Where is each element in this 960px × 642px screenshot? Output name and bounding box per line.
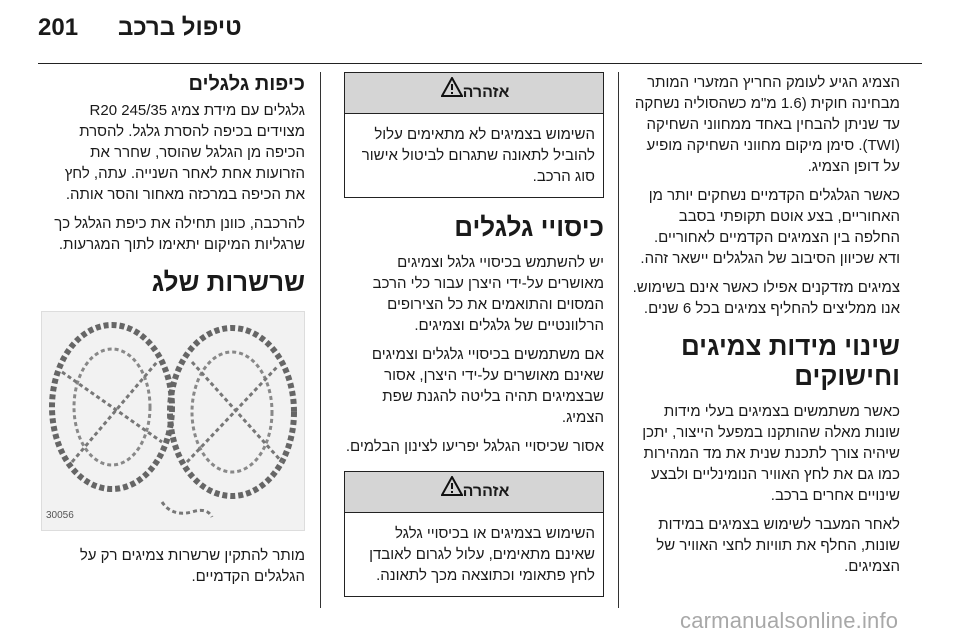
paragraph-tread-depth: הצמיג הגיע לעומק החריץ המזערי המותר מבחינה חוקית (1.6 מ"מ כשהסוליה נשחקה עד שניתן להבחין באחד ממחווני השחיקה (TWI). סימן מיקום מחווני השחיקה מופיע על דופן הצמיג. <box>634 74 900 175</box>
warning-title: אזהרה <box>462 84 510 102</box>
warning-triangle-icon <box>441 73 463 113</box>
warning-header <box>345 472 603 513</box>
header-rule <box>38 63 922 64</box>
paragraph-rotation: כאשר הגלגלים הקדמיים נשחקים יותר מן האחוריים, בצע אוטם תקופתי בסבב החלפה בין הצמיגים הקדמיים לאחוריים. ודא שכיוון הסיבוב של הגלגלים יישאר זהה. <box>640 187 900 267</box>
paragraph-aging: צמיגים מזדקנים אפילו כאשר אינם בשימוש. אנו ממליצים להחליף צמיגים בכל 6 שנים. <box>632 279 900 317</box>
warning-box <box>344 72 604 198</box>
snow-chain-drawing <box>42 312 304 530</box>
paragraph-size-change: כאשר משתמשים בצמיגים בעלי מידות שונות מאלה שהותקנו במפעל הייצור, יתכן שיהיה צורך לתכנת שנית את מד המהירות כמו גם את לחץ האוויר הנומינליים ולבצע שינויים אחרים ברכב. <box>642 403 900 504</box>
watermark: carmanualsonline.info <box>680 608 899 633</box>
figure-number: 30056 <box>46 510 74 521</box>
paragraph-cap-install: להרכבה, כוונן תחילה את כיפת הגלגל כך שרגליות המיקום יתאימו לתוך המגרעות. <box>54 215 305 253</box>
warning-text: השימוש בצמיגים לא מתאימים עלול להוביל לתאונה שתגרום לביטול אישור סוג הרכב. <box>361 126 595 185</box>
column-divider <box>320 72 321 608</box>
paragraph-cap-removal: גלגלים עם מידת צמיג 245/35 R20 מצוידים בכיפה להסרת גלגל. להסרת הכיפה מן הגלגל שהוסר, שחרר את הזרועות אחת לאחר השנייה. עתה, לחץ את הכיפה במרכזה מאחור והסר אותה. <box>64 102 305 203</box>
paragraph-brake-cooling: אסור שכיסויי הגלגל יפריעו לצינון הבלמים. <box>345 438 604 455</box>
column-left <box>45 72 305 595</box>
warning-triangle-icon <box>441 472 463 512</box>
warning-title: אזהרה <box>462 483 510 501</box>
heading-wheel-caps: כיפות גלגלים <box>188 73 305 95</box>
warning-box <box>344 471 604 597</box>
warning-header <box>345 73 603 114</box>
paragraph-rim-protection: אם משתמשים בכיסויי גלגלים וצמיגים שאינם מאושרים על-ידי היצרן, אסור שבצמיגים תהיה בליטה להגנת שפת הצמיג. <box>371 346 604 426</box>
paragraph-front-wheels-only: מותר להתקין שרשרות צמיגים רק על הגלגלים הקדמיים. <box>79 547 305 585</box>
column-right <box>630 72 900 585</box>
paragraph-approved-covers: יש להשתמש בכיסויי גלגל וצמיגים מאושרים על-ידי היצרן עבור כלי הרכב המסוים והתואמים את כל הצירופים הרלוונטיים של גלגלים וצמיגים. <box>372 254 604 334</box>
snow-chain-illustration <box>41 311 305 531</box>
page-number: 201 <box>38 14 79 41</box>
page-header <box>0 0 960 62</box>
running-title: טיפול ברכב <box>118 14 242 41</box>
heading-snow-chains: שרשרות שלג <box>151 267 305 297</box>
column-divider <box>618 72 619 608</box>
heading-size-change: שינוי מידות צמיגים וחישוקים <box>680 331 900 391</box>
heading-wheel-covers: כיסויי גלגלים <box>454 212 604 242</box>
column-middle <box>344 72 604 611</box>
warning-text: השימוש בצמיגים או בכיסויי גלגל שאינם מתאימים, עלול לגרום לאובדן לחץ פתאומי וכתוצאה מכך לתאונה. <box>369 525 595 584</box>
paragraph-labels: לאחר המעבר לשימוש בצמיגים במידות שונות, החלף את תוויות לחצי האוויר של הצמיגים. <box>656 516 900 575</box>
